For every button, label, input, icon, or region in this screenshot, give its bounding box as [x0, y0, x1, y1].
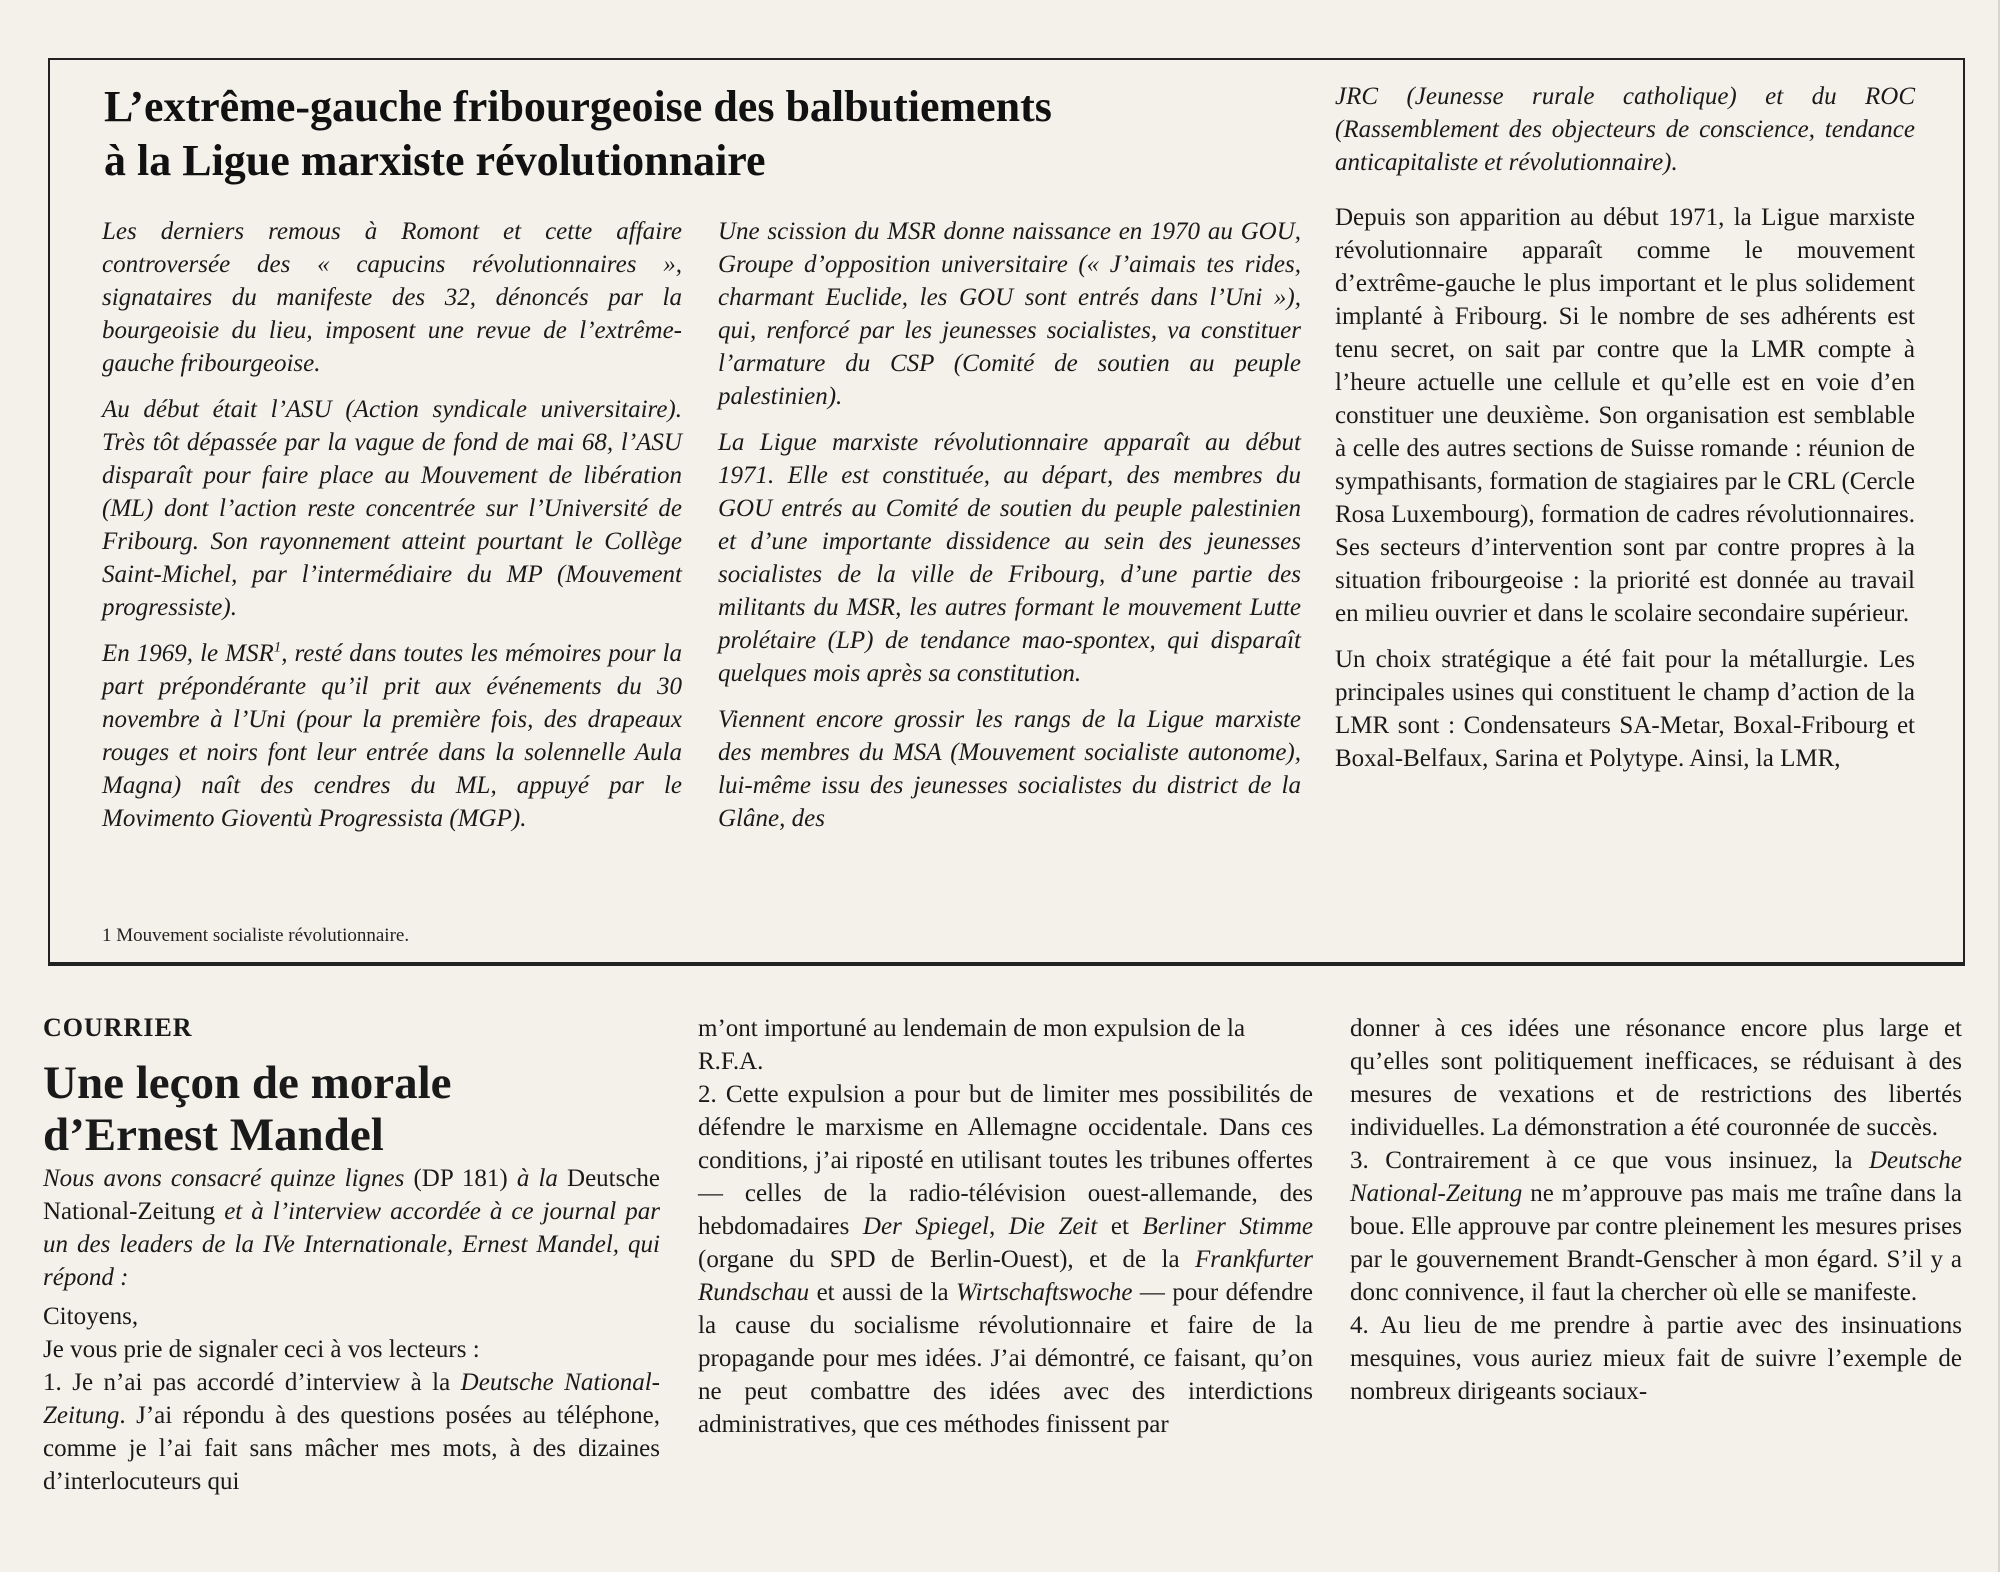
letter-paragraph: 4. Au lieu de me prendre à partie avec des insinuations mesquines, vous auriez mieux fait de suivre l’exemple de nombreux dirigeants sociaux- — [1350, 1312, 1962, 1405]
footnote-ref: 1 — [273, 639, 282, 656]
article-paragraph: Viennent encore grossir les rangs de la Ligue marxiste des membres du MSA (Mouvement socialiste autonome), lui-même issu des jeunesses socialistes du district de la Glâne, des — [718, 706, 1301, 832]
article-column-1 — [102, 215, 682, 848]
article-title-line2: à la Ligue marxiste révolutionnaire — [104, 136, 766, 185]
text-run: Deutsche National-Zeitung — [43, 1165, 661, 1225]
letter-request: Je vous prie de signaler ceci à vos lecteurs : — [43, 1336, 480, 1363]
text-run: (DP 181) — [413, 1165, 508, 1192]
text-run: Nous avons consacré quinze lignes — [43, 1165, 405, 1192]
text-run: Frankfurter Rundschau — [698, 1246, 1313, 1306]
letter-column-2 — [698, 1012, 1313, 1441]
letter-paragraph: m’ont importuné au lendemain de mon expulsion de la R.F.A. — [698, 1015, 1246, 1075]
letter-column-1 — [43, 1162, 660, 1498]
letter-title — [43, 1057, 663, 1161]
text-run: à la — [516, 1165, 558, 1192]
text-run: . J’ai répondu à des questions posées au téléphone, comme je l’ai fait sans mâcher mes mots, à des dizaines d’interlocuteurs qui — [43, 1402, 660, 1495]
text-run: et à l’interview accordée à ce journal par un des leaders de la IVe Internationale, Ernest Mandel, qui répond : — [43, 1198, 660, 1291]
text-run: Deutsche National-Zeitung — [43, 1369, 661, 1429]
article-paragraph: Au début était l’ASU (Action syndicale universitaire). Très tôt dépassée par la vague de fond de mai 68, l’ASU disparaît pour faire place au Mouvement de libération (ML) dont l’action reste concentrée sur l’Université de Fribourg. Son rayonnement atteint pourtant le Collège Saint-Michel, par l’intermédiaire du MP (Mouvement progressiste). — [102, 396, 682, 621]
article-paragraph: Depuis son apparition au début 1971, la Ligue marxiste révolutionnaire apparaît comme le mouvement d’extrême-gauche le plus important et le plus solidement implanté à Fribourg. Si le nombre de ses adhérents est tenu secret, on sait par contre que la LMR compte à l’heure actuelle une cellule et qu’elle est en voie d’en constituer une deuxième. Son organisation est semblable à celle des autres sections de Suisse romande : réunion de sympathisants, formation de stagiaires par le CRL (Cercle Rosa Luxembourg), formation de cadres révolutionnaires. Ses secteurs d’intervention sont par contre propres à la situation fribourgeoise : la priorité est donnée au travail en milieu ouvrier et dans le scolaire secondaire supérieur. — [1335, 204, 1915, 627]
text-run: , resté dans toutes les mémoires pour la part prépondérante qu’il prit aux événements du 30 novembre à l’Uni (pour la première fois, des drapeaux rouges et noirs font leur entrée dans la solennelle Aula Magna) naît des cendres du ML, appuyé par le Movimento Gioventù Progressista (MGP). — [102, 640, 682, 832]
letter-title-line2: d’Ernest Mandel — [43, 1109, 384, 1161]
section-kicker: COURRIER — [43, 1013, 193, 1042]
article-paragraph: La Ligue marxiste révolutionnaire apparaît au début 1971. Elle est constituée, au départ, des membres du GOU entrés au Comité de soutien du peuple palestinien et d’une importante dissidence au sein des jeunesses socialistes de la ville de Fribourg, d’une partie des militants du MSR, les autres formant le mouvement Lutte prolétaire (LP) de tendance mao-spontex, qui disparaît quelques mois après sa constitution. — [718, 429, 1301, 687]
article-column-3 — [1335, 80, 1915, 788]
article-paragraph: Une scission du MSR donne naissance en 1970 au GOU, Groupe d’opposition universitaire (« J’aimais tes rides, charmant Euclide, les GOU sont entrés dans l’Uni »), qui, renforcé par les jeunesses socialistes, va constituer l’armature du CSP (Comité de soutien au peuple palestinien). — [718, 218, 1301, 410]
text-run: Berliner Stimme — [1142, 1213, 1314, 1240]
article-paragraph: Un choix stratégique a été fait pour la métallurgie. Les principales usines qui constituent le champ d’action de la LMR sont : Condensateurs SA-Metar, Boxal-Fribourg et Boxal-Belfaux, Sarina et Polytype. Ainsi, la LMR, — [1335, 646, 1915, 772]
letter-paragraph — [698, 1078, 1313, 1441]
text-run: Deutsche National-Zeitung — [1350, 1147, 1962, 1207]
text-run: ne m’approuve pas mais me traîne dans la boue. Elle approuve par contre pleinement les mesures prises par le gouvernement Brandt-Genscher à mon égard. S’il y a donc connivence, il faut la chercher où elle se manifeste. — [1350, 1180, 1963, 1306]
text-run: En 1969, le MSR — [102, 640, 274, 667]
text-run: et — [1110, 1213, 1129, 1240]
letter-paragraph — [43, 1366, 660, 1498]
letter-paragraph: donner à ces idées une résonance encore plus large et qu’elles sont politiquement inefficaces, se réduisant à des mesures de vexations et de restrictions des libertés individuelles. La démonstration a été couronnée de succès. — [1350, 1015, 1962, 1141]
letter-title-line1: Une leçon de morale — [43, 1057, 452, 1109]
text-run: 2. Cette expulsion a pour but de limiter mes possibilités de défendre le marxisme en Allemagne occidentale. Dans ces conditions, j’ai riposté en utilisant toutes les tribunes offertes — celles de la radio-télévision ouest-allemande, des hebdomadaires — [698, 1081, 1313, 1240]
letter-column-3 — [1350, 1012, 1962, 1408]
letter-salutation: Citoyens, — [43, 1303, 139, 1330]
text-run: et aussi de la — [816, 1279, 949, 1306]
text-run: Der Spiegel, Die Zeit — [862, 1213, 1098, 1240]
text-run: (organe du SPD de Berlin-Ouest), et de la — [698, 1246, 1180, 1273]
text-run: 1. Je n’ai pas accordé d’interview à la — [43, 1369, 451, 1396]
article-paragraph: JRC (Jeunesse rurale catholique) et du ROC (Rassemblement des objecteurs de conscience, tendance anticapitaliste et révolutionnaire). — [1335, 83, 1915, 176]
article-column-2 — [718, 215, 1301, 848]
text-run: Wirtschaftswoche — [956, 1279, 1133, 1306]
article-title-line1: L’extrême-gauche fribourgeoise des balbutiements — [104, 82, 1052, 131]
article-paragraph — [102, 637, 682, 835]
letter-paragraph — [1350, 1144, 1962, 1309]
article-paragraph: Les derniers remous à Romont et cette affaire controversée des « capucins révolutionnaires », signataires du manifeste des 32, dénoncés par la bourgeoisie du lieu, imposent une revue de l’extrême-gauche fribourgeoise. — [102, 218, 682, 377]
letter-intro — [43, 1162, 660, 1294]
footnote: 1 Mouvement socialiste révolutionnaire. — [102, 925, 410, 946]
article-title — [104, 80, 1284, 188]
text-run: 3. Contrairement à ce que vous insinuez, la — [1350, 1147, 1853, 1174]
text-run: — pour défendre la cause du socialisme révolutionnaire et faire de la propagande pour mes idées. J’ai démontré, ce faisant, qu’on ne peut combattre des idées avec des interdictions administratives, que ces méthodes finissent par — [698, 1279, 1314, 1438]
